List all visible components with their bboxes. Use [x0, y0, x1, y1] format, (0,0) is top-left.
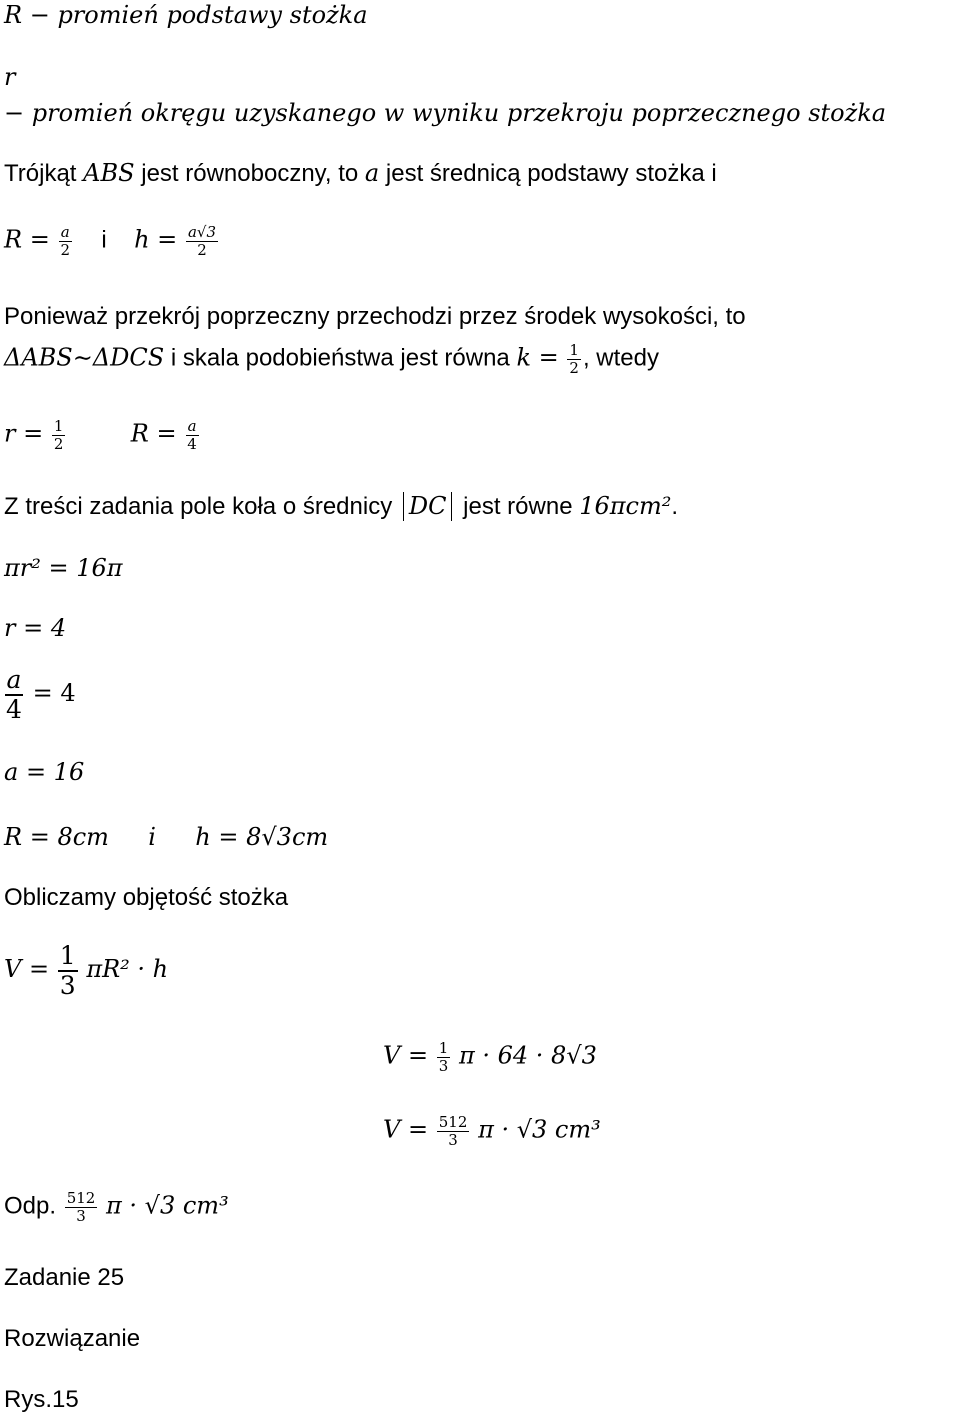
R-equals: R = — [130, 419, 177, 448]
denominator: 2 — [197, 240, 207, 259]
circle-text-a: Z treści zadania pole koła o średnicy — [4, 493, 393, 520]
fraction-a-over-4 — [4, 666, 24, 723]
volume-formula — [4, 942, 168, 999]
conjunction: i — [101, 226, 107, 254]
numerator: 512 — [66, 1189, 96, 1207]
equation-area: πr² = 16π — [4, 554, 123, 582]
fraction-512-over-3 — [437, 1114, 470, 1148]
equation-a: a = 16 — [4, 758, 85, 786]
triangle-text-a: Trójkąt — [4, 160, 77, 187]
numerator: 1 — [569, 341, 579, 359]
fraction-one-third — [437, 1040, 451, 1074]
answer-line — [4, 1190, 229, 1224]
answer-label: Odp. — [4, 1192, 57, 1220]
and-i: i — [148, 823, 156, 851]
triangle-sentence — [4, 161, 717, 186]
numerator: a — [187, 417, 197, 435]
dc-segment: DC — [403, 492, 453, 521]
numerator: 1 — [438, 1039, 449, 1057]
denominator: 3 — [438, 1056, 449, 1075]
r-definition: − promień okręgu uzyskanego w wyniku przekroju poprzecznego stożka — [4, 99, 887, 127]
similarity-line1: Ponieważ przekrój poprzeczny przechodzi przez środek wysokości, to — [4, 303, 746, 330]
volume-rhs: πR² · h — [86, 954, 169, 983]
R-h-formulas — [4, 224, 220, 258]
numerator: a√3 — [187, 223, 216, 241]
equation-a-over-4 — [4, 666, 76, 723]
fraction-a-sqrt3-over-2 — [186, 224, 218, 258]
r-R-formulas — [4, 418, 201, 452]
then-text: , wtedy — [582, 344, 659, 372]
numerator: a — [6, 665, 22, 694]
r-symbol: r — [4, 63, 16, 91]
denominator: 4 — [187, 434, 197, 453]
V-equals: V = — [383, 1041, 429, 1070]
denominator: 3 — [76, 1206, 86, 1225]
volume-substituted — [383, 1040, 597, 1074]
fraction-a-over-4 — [185, 418, 199, 452]
denominator: 2 — [53, 434, 64, 453]
fraction-k — [567, 342, 581, 376]
volume-result — [383, 1114, 601, 1148]
equation-R-h — [4, 825, 328, 850]
triangle-text-b: jest równoboczny, to — [141, 160, 359, 187]
numerator: 1 — [53, 417, 64, 435]
h-value: h = 8√3cm — [195, 823, 329, 851]
triangle-text-c: jest średnicą podstawy stożka i — [385, 160, 717, 187]
fraction-one-third — [58, 942, 78, 999]
solution-heading: Rozwiązanie — [4, 1325, 141, 1352]
substituted-rhs: π · 64 · 8√3 — [458, 1041, 597, 1070]
fraction-a-over-2 — [58, 224, 72, 258]
equals-four: = 4 — [32, 678, 76, 707]
k-equals: k = — [516, 343, 559, 372]
similarity-line2 — [4, 342, 659, 376]
equation-r: r = 4 — [4, 614, 67, 642]
R-definition: R − promień podstawy stożka — [4, 1, 368, 29]
denominator: 2 — [60, 240, 71, 259]
abs-symbol: ABS — [83, 159, 135, 187]
denominator: 3 — [448, 1130, 458, 1149]
r-equals: r = — [4, 419, 44, 448]
area-value: 16πcm² — [579, 492, 672, 520]
period: . — [671, 493, 679, 520]
numerator: 512 — [438, 1113, 468, 1131]
R-value: R = 8cm — [4, 823, 109, 851]
numerator: 1 — [59, 941, 76, 970]
denominator: 3 — [59, 970, 76, 1000]
answer-rhs: π · √3 cm³ — [106, 1191, 229, 1220]
a-symbol: a — [364, 159, 380, 187]
denominator: 4 — [6, 694, 22, 724]
R-equals: R = — [4, 225, 50, 254]
h-equals: h = — [134, 225, 178, 254]
task-heading: Zadanie 25 — [4, 1264, 125, 1291]
fraction-512-over-3 — [65, 1190, 98, 1224]
V-equals: V = — [4, 954, 50, 983]
similar-triangles: ΔABS∼ΔDCS — [4, 343, 165, 372]
circle-text-b: jest równe — [463, 493, 573, 520]
numerator: a — [60, 223, 70, 241]
scale-text: i skala podobieństwa jest równa — [170, 344, 510, 372]
result-rhs: π · √3 cm³ — [478, 1115, 601, 1144]
V-equals: V = — [383, 1115, 429, 1144]
fraction-one-half — [52, 418, 66, 452]
denominator: 2 — [569, 358, 579, 377]
volume-title: Obliczamy objętość stożka — [4, 884, 289, 911]
circle-area-sentence — [4, 492, 678, 521]
figure-label: Rys.15 — [4, 1386, 79, 1413]
